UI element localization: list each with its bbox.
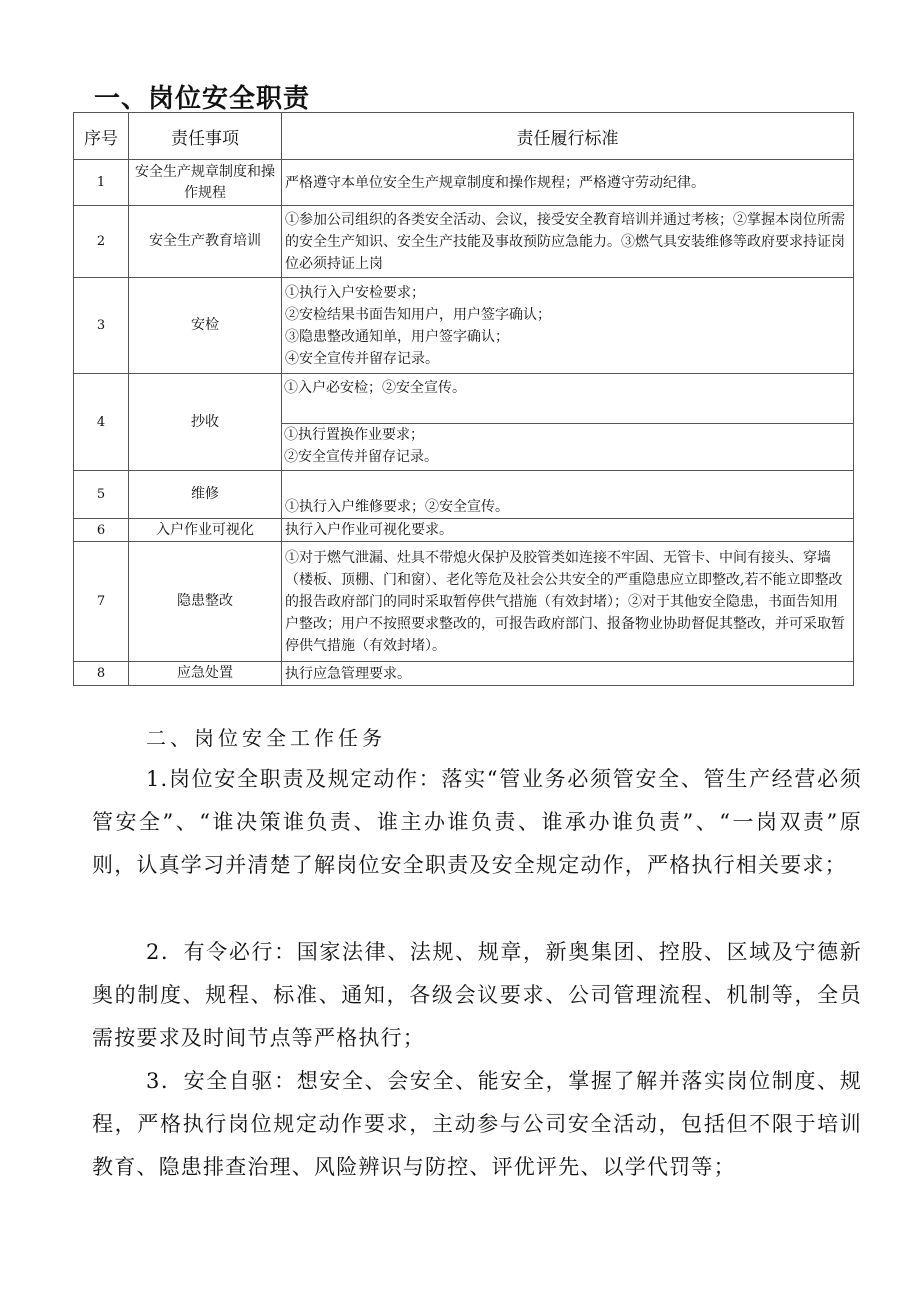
- paragraph-3: 3．安全自驱：想安全、会安全、能安全，掌握了解并落实岗位制度、规程，严格执行岗位规定动作要求，主动参与公司安全活动，包括但不限于培训教育、隐患排查治理、风险辨识与防控、评优评先、以学代罚等；: [92, 1069, 862, 1179]
- row-standard: [282, 374, 854, 471]
- row-item: 安全生产教育培训: [129, 206, 282, 278]
- row-item: 应急处置: [129, 662, 282, 686]
- section-heading-2: 二、岗位安全工作任务: [146, 726, 386, 750]
- table-row: [74, 519, 854, 542]
- row-standard: ①执行入户安检要求； ②安检结果书面告知用户，用户签字确认； ③隐患整改通知单，用户签字确认； ④安全宣传并留存记录。: [282, 278, 854, 374]
- row-item: 安检: [129, 278, 282, 374]
- standard-sub-b: ①执行置换作业要求； ②安全宣传并留存记录。: [284, 426, 438, 465]
- table-row: [74, 542, 854, 662]
- row-item: 维修: [129, 471, 282, 519]
- row-standard: ①对于燃气泄漏、灶具不带熄火保护及胶管类如连接不牢固、无管卡、中间有接头、穿墙（楼板、顶棚、门和窗）、老化等危及社会公共安全的严重隐患应立即整改,若不能立即整改的报告政府部门的同时采取暂停供气措施（有效封堵）；②对于其他安全隐患，书面告知用户整改；用户不按照要求整改的，可报告政府部门、报备物业协助督促其整改，并可采取暂停供气措施（有效封堵）。: [282, 542, 854, 662]
- row-item: 入户作业可视化: [129, 519, 282, 542]
- header-item: 责任事项: [129, 113, 282, 160]
- table-row: [74, 662, 854, 686]
- row-item: 隐患整改: [129, 542, 282, 662]
- table-row: [74, 471, 854, 519]
- row-num: 3: [74, 278, 129, 374]
- row-num: 8: [74, 662, 129, 686]
- row-item: 抄收: [129, 374, 282, 471]
- row-item: 安全生产规章制度和操作规程: [129, 160, 282, 206]
- row-standard: ①参加公司组织的各类安全活动、会议，接受安全教育培训并通过考核；②掌握本岗位所需的安全生产知识、安全生产技能及事故预防应急能力。③燃气具安装维修等政府要求持证岗位必须持证上岗: [282, 206, 854, 278]
- row-standard: ①执行入户维修要求；②安全宣传。: [282, 471, 854, 519]
- row-num: 7: [74, 542, 129, 662]
- paragraph-2: 2．有令必行：国家法律、法规、规章，新奥集团、控股、区域及宁德新奥的制度、规程、标准、通知，各级会议要求、公司管理流程、机制等，全员需按要求及时间节点等严格执行；: [92, 940, 862, 1050]
- row-num: 5: [74, 471, 129, 519]
- responsibility-table: [73, 112, 854, 686]
- row-num: 4: [74, 374, 129, 471]
- paragraph-1: 1.岗位安全职责及规定动作：落实“管业务必须管安全、管生产经营必须管安全”、“谁决策谁负责、谁主办谁负责、谁承办谁负责”、“一岗双责”原则，认真学习并清楚了解岗位安全职责及安全规定动作，严格执行相关要求；: [92, 767, 862, 877]
- table-row: [74, 160, 854, 206]
- table-header-row: [74, 113, 854, 160]
- row-standard: 执行应急管理要求。: [282, 662, 854, 686]
- table-row: [74, 374, 854, 471]
- row-num: 6: [74, 519, 129, 542]
- table-row: [74, 278, 854, 374]
- table-row: [74, 206, 854, 278]
- header-standard: 责任履行标准: [282, 113, 854, 160]
- standard-sub-a: ①入户必安检；②安全宣传。: [282, 377, 853, 424]
- section-heading-1: 一、岗位安全职责: [94, 84, 311, 114]
- row-standard: 严格遵守本单位安全生产规章制度和操作规程；严格遵守劳动纪律。: [282, 160, 854, 206]
- row-standard: 执行入户作业可视化要求。: [282, 519, 854, 542]
- header-num: 序号: [74, 113, 129, 160]
- row-num: 2: [74, 206, 129, 278]
- row-num: 1: [74, 160, 129, 206]
